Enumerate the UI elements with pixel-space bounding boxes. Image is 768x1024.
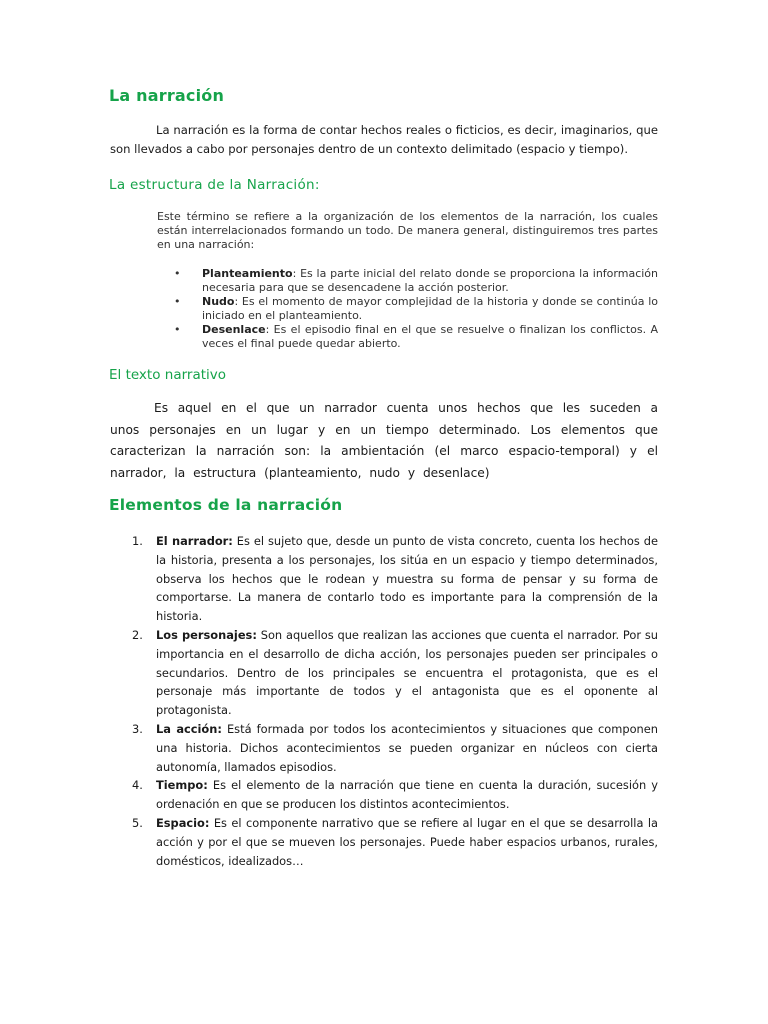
page-title: La narración	[109, 86, 225, 105]
list-item-text: Son aquellos que realizan las acciones que cuenta el narrador. Por su importancia en el desarrollo de dicha acción, los personajes pueden ser principales o secundarios. Dentro de los principales se encuentra el protagonista, que es el personaje más importante de todos y el antagonista que es el oponente al protagonista.	[156, 627, 658, 718]
list-item-number: 5.	[132, 815, 143, 830]
list-item	[157, 295, 658, 323]
list-item-text: Es el sujeto que, desde un punto de vista concreto, cuenta los hechos de la historia, presenta a los personajes, los sitúa en un espacio y tiempo determinados, observa los hechos que le rodean y muestra su forma de pensar y su forma de comportarse. La manera de contarlo todo es importante para la comprensión de la historia.	[156, 534, 658, 624]
estructura-paragraph: Este término se refiere a la organización de los elementos de la narración, los cuales están interrelacionados formando un todo. De manera general, distinguiremos tres partes en una narración:	[157, 210, 658, 251]
list-item-number: 1.	[132, 534, 143, 548]
list-item-text: Está formada por todos los acontecimientos y situaciones que componen una historia. Dichos acontecimientos se pueden organizar en núcleos con cierta autonomía, llamados episodios.	[156, 721, 658, 774]
list-item	[157, 267, 658, 295]
list-item-term: Tiempo:	[156, 778, 208, 793]
list-item-term: Los personajes:	[156, 627, 257, 642]
bullet-icon: •	[174, 295, 181, 308]
list-item-term: La acción:	[156, 721, 222, 736]
bullet-icon: •	[174, 323, 181, 336]
estructura-heading: La estructura de la Narración:	[109, 177, 320, 193]
elementos-list	[110, 532, 658, 870]
list-item-number: 3.	[132, 721, 143, 736]
list-item-text: : Es el episodio final en el que se resuelve o finalizan los conflictos. A veces el final puede quedar abierto.	[202, 323, 658, 350]
intro-paragraph: La narración es la forma de contar hechos reales o ficticios, es decir, imaginarios, que son llevados a cabo por personajes dentro de un contexto delimitado (espacio y tiempo).	[110, 123, 658, 156]
list-item-text: Es el componente narrativo que se refiere al lugar en el que se desarrolla la acción y por el que se mueven los personajes. Puede haber espacios urbanos, rurales, domésticos, idealizados…	[156, 815, 658, 868]
elementos-heading: Elementos de la narración	[109, 496, 343, 514]
estructura-list	[157, 267, 658, 351]
list-item	[110, 720, 658, 776]
list-item-term: Desenlace	[202, 323, 266, 336]
list-item	[157, 323, 658, 351]
list-item-term: Planteamiento	[202, 267, 293, 280]
list-item	[110, 532, 658, 626]
list-item-term: Nudo	[202, 295, 235, 308]
texto-narrativo-paragraph: Es aquel en el que un narrador cuenta unos hechos que les suceden a unos personajes en un lugar y en un tiempo determinado. Los elementos que caracterizan la narración son: la ambientación (el marco espacio-temporal) y el narrador, la estructura (planteamiento, nudo y desenlace)	[110, 401, 658, 480]
list-item-text: Es el elemento de la narración que tiene en cuenta la duración, sucesión y ordenación en que se producen los distintos acontecimientos.	[156, 778, 658, 812]
list-item-number: 4.	[132, 778, 143, 793]
list-item	[110, 814, 658, 870]
list-item-text: : Es la parte inicial del relato donde se proporciona la información necesaria para que se desencadene la acción posterior.	[202, 267, 658, 294]
list-item-term: Espacio:	[156, 815, 210, 830]
list-item-term: El narrador:	[156, 534, 233, 548]
list-item-text: : Es el momento de mayor complejidad de la historia y donde se continúa lo iniciado en el planteamiento.	[202, 295, 658, 322]
texto-narrativo-heading: El texto narrativo	[109, 367, 227, 383]
list-item-number: 2.	[132, 627, 143, 642]
list-item	[110, 626, 658, 720]
bullet-icon: •	[174, 267, 181, 280]
list-item	[110, 776, 658, 814]
